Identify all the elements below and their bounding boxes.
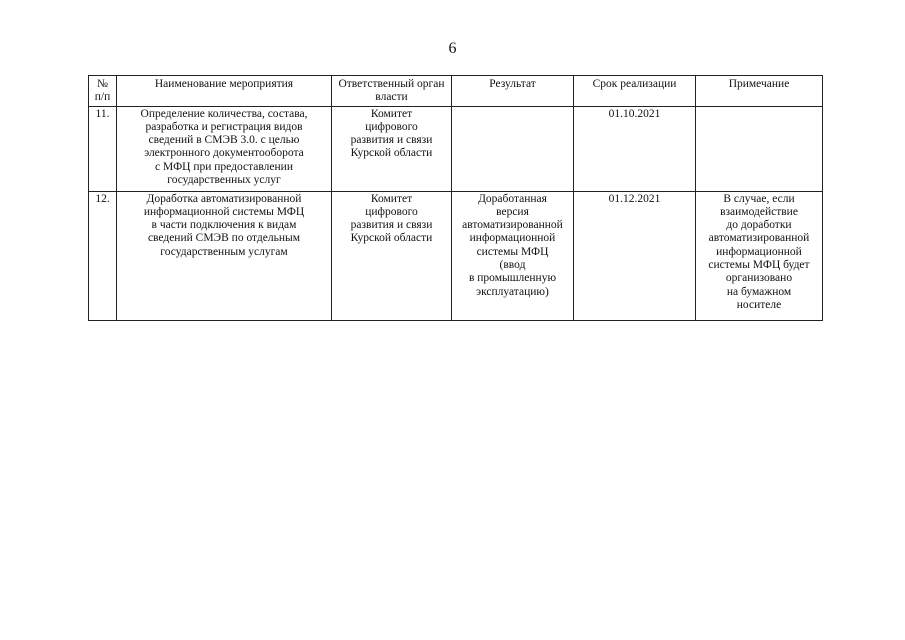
row-activity-name: Доработка автоматизированной информационной системы МФЦ в части подключения к видам сведений СМЭВ по отдельным государственным услугам — [117, 191, 332, 320]
row-result — [452, 106, 574, 191]
row-note: В случае, если взаимодействие до доработки автоматизированной информационной системы МФЦ будет организовано на бумажном носителе — [696, 191, 823, 320]
header-activity-name: Наименование мероприятия — [117, 76, 332, 107]
row-number: 11. — [89, 106, 117, 191]
row-result: Доработанная версия автоматизированной информационной системы МФЦ (ввод в промышленную эксплуатацию) — [452, 191, 574, 320]
header-responsible-authority: Ответственный орган власти — [332, 76, 452, 107]
row-deadline: 01.12.2021 — [574, 191, 696, 320]
activities-table — [88, 75, 823, 321]
header-note: Примечание — [696, 76, 823, 107]
header-deadline: Срок реализации — [574, 76, 696, 107]
row-activity-name: Определение количества, состава, разработка и регистрация видов сведений в СМЭВ 3.0. с целью электронного документооборота с МФЦ при предоставлении государственных услуг — [117, 106, 332, 191]
header-number: № п/п — [89, 76, 117, 107]
row-note — [696, 106, 823, 191]
row-responsible-authority: Комитет цифрового развития и связи Курской области — [332, 191, 452, 320]
page-number: 6 — [448, 40, 457, 57]
table-row — [89, 106, 823, 191]
row-deadline: 01.10.2021 — [574, 106, 696, 191]
row-responsible-authority: Комитет цифрового развития и связи Курской области — [332, 106, 452, 191]
header-result: Результат — [452, 76, 574, 107]
table-header-row — [89, 76, 823, 107]
row-number: 12. — [89, 191, 117, 320]
table-row — [89, 191, 823, 320]
